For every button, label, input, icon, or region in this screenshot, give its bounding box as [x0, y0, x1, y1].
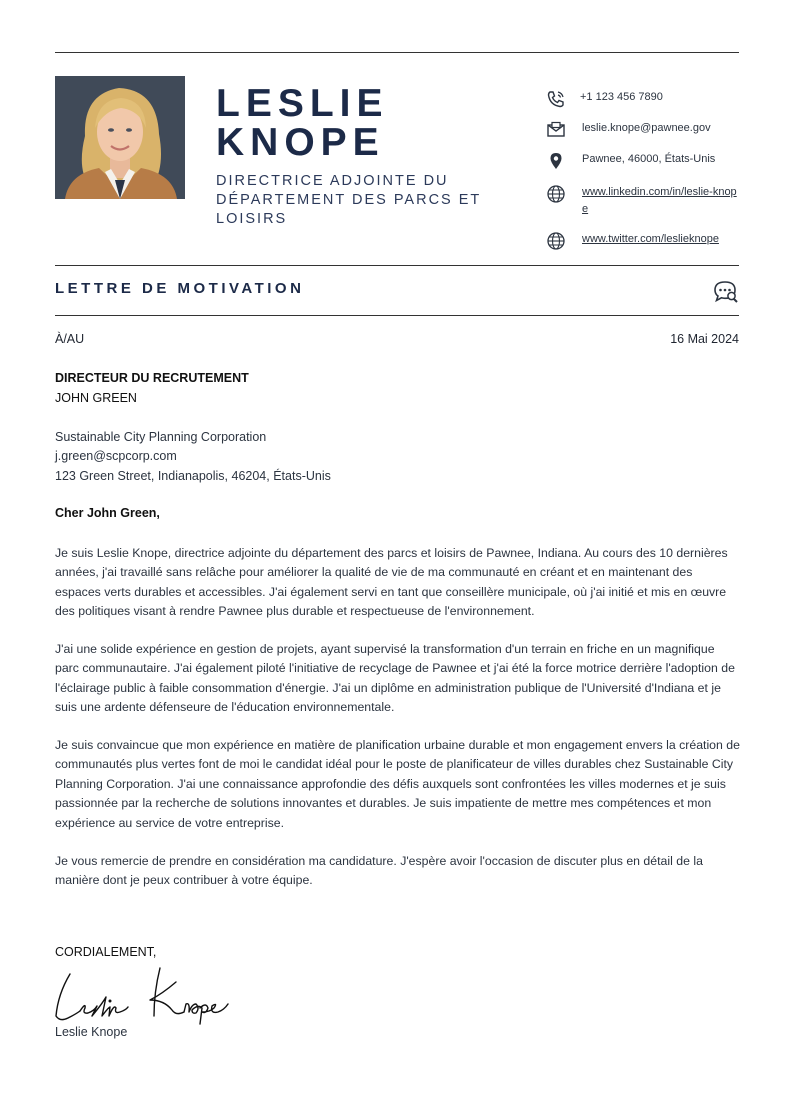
- company-address: 123 Green Street, Indianapolis, 46204, États-Unis: [55, 469, 331, 483]
- address-text: Pawnee, 46000, États-Unis: [582, 153, 716, 165]
- job-title: DIRECTRICE ADJOINTE DU DÉPARTEMENT DES PARCS ET LOISIRS: [216, 173, 482, 227]
- section-divider-top: [55, 265, 739, 266]
- company-name: Sustainable City Planning Corporation: [55, 430, 267, 444]
- applicant-name: [216, 84, 516, 162]
- signer-name: Leslie Knope: [55, 1025, 128, 1039]
- paragraph-3: Je suis convaincue que mon expérience en matière de planification urbaine durable et mon engagement envers la création de communautés plus vertes font de moi le candidat idéal pour le poste de planificateur de villes durables chez Sustainable City Planning Corporation. J'ai une connaissance approfondie des défis auxquels sont confrontées les villes modernes et je suis passionnée par la recherche de solutions innovantes et durables. Je suis impatiente de mettre mes compétences et mon expérience au service de votre entreprise.: [55, 738, 740, 830]
- phone-text: +1 123 456 7890: [580, 91, 663, 103]
- recipient-name: JOHN GREEN: [55, 391, 137, 405]
- closing: CORDIALEMENT,: [55, 945, 157, 959]
- top-divider: [55, 52, 739, 53]
- paragraph-1: Je suis Leslie Knope, directrice adjointe du département des parcs et loisirs de Pawnee, Indiana. Au cours des 10 dernières années, j'ai travaillé sans relâche pour améliorer la qualité de vie de ma communauté en créant et en maintenant des espaces verts durables et accessibles. J'ai également servi en tant que conseillère municipale, où j'ai initié et mis en œuvre des politiques visant à rendre Pawnee plus durable et respectueuse de l'environnement.: [55, 546, 728, 619]
- linkedin-link[interactable]: www.linkedin.com/in/leslie-knope: [582, 186, 737, 215]
- section-title: LETTRE DE MOTIVATION: [55, 280, 305, 297]
- paragraph-2: J'ai une solide expérience en gestion de projets, ayant supervisé la transformation d'un terrain en friche en un magnifique parc communautaire. J'ai également piloté l'initiative de recyclage de Pawnee et j'ai été la force motrice derrière l'adoption de l'éclairage public à faible consommation d'énergie. J'ai un diplôme en administration publique de l'Université d'Indiana et je suis une ardente défenseure de l'éducation environnementale.: [55, 642, 735, 715]
- phone-icon: [546, 89, 566, 109]
- handwritten-signature: [52, 964, 232, 1028]
- company-email: j.green@scpcorp.com: [55, 449, 177, 463]
- last-name: KNOPE: [216, 121, 385, 164]
- section-divider-bottom: [55, 315, 739, 316]
- letter-date: 16 Mai 2024: [670, 332, 739, 346]
- location-icon: [546, 151, 566, 171]
- twitter-link[interactable]: www.twitter.com/leslieknope: [582, 233, 719, 245]
- chat-bubble-icon: [712, 279, 740, 305]
- salutation: Cher John Green,: [55, 506, 160, 520]
- first-name: LESLIE: [216, 82, 389, 125]
- globe-icon: [546, 184, 566, 204]
- recipient-title: DIRECTEUR DU RECRUTEMENT: [55, 371, 249, 385]
- to-label: À/AU: [55, 332, 85, 346]
- email-text: leslie.knope@pawnee.gov: [582, 122, 711, 134]
- paragraph-4: Je vous remercie de prendre en considération ma candidature. J'espère avoir l'occasion de discuter plus en détail de la manière dont je peux contribuer à votre équipe.: [55, 854, 703, 888]
- email-icon: [546, 120, 566, 140]
- profile-photo: [55, 76, 185, 199]
- globe-icon: [546, 231, 566, 251]
